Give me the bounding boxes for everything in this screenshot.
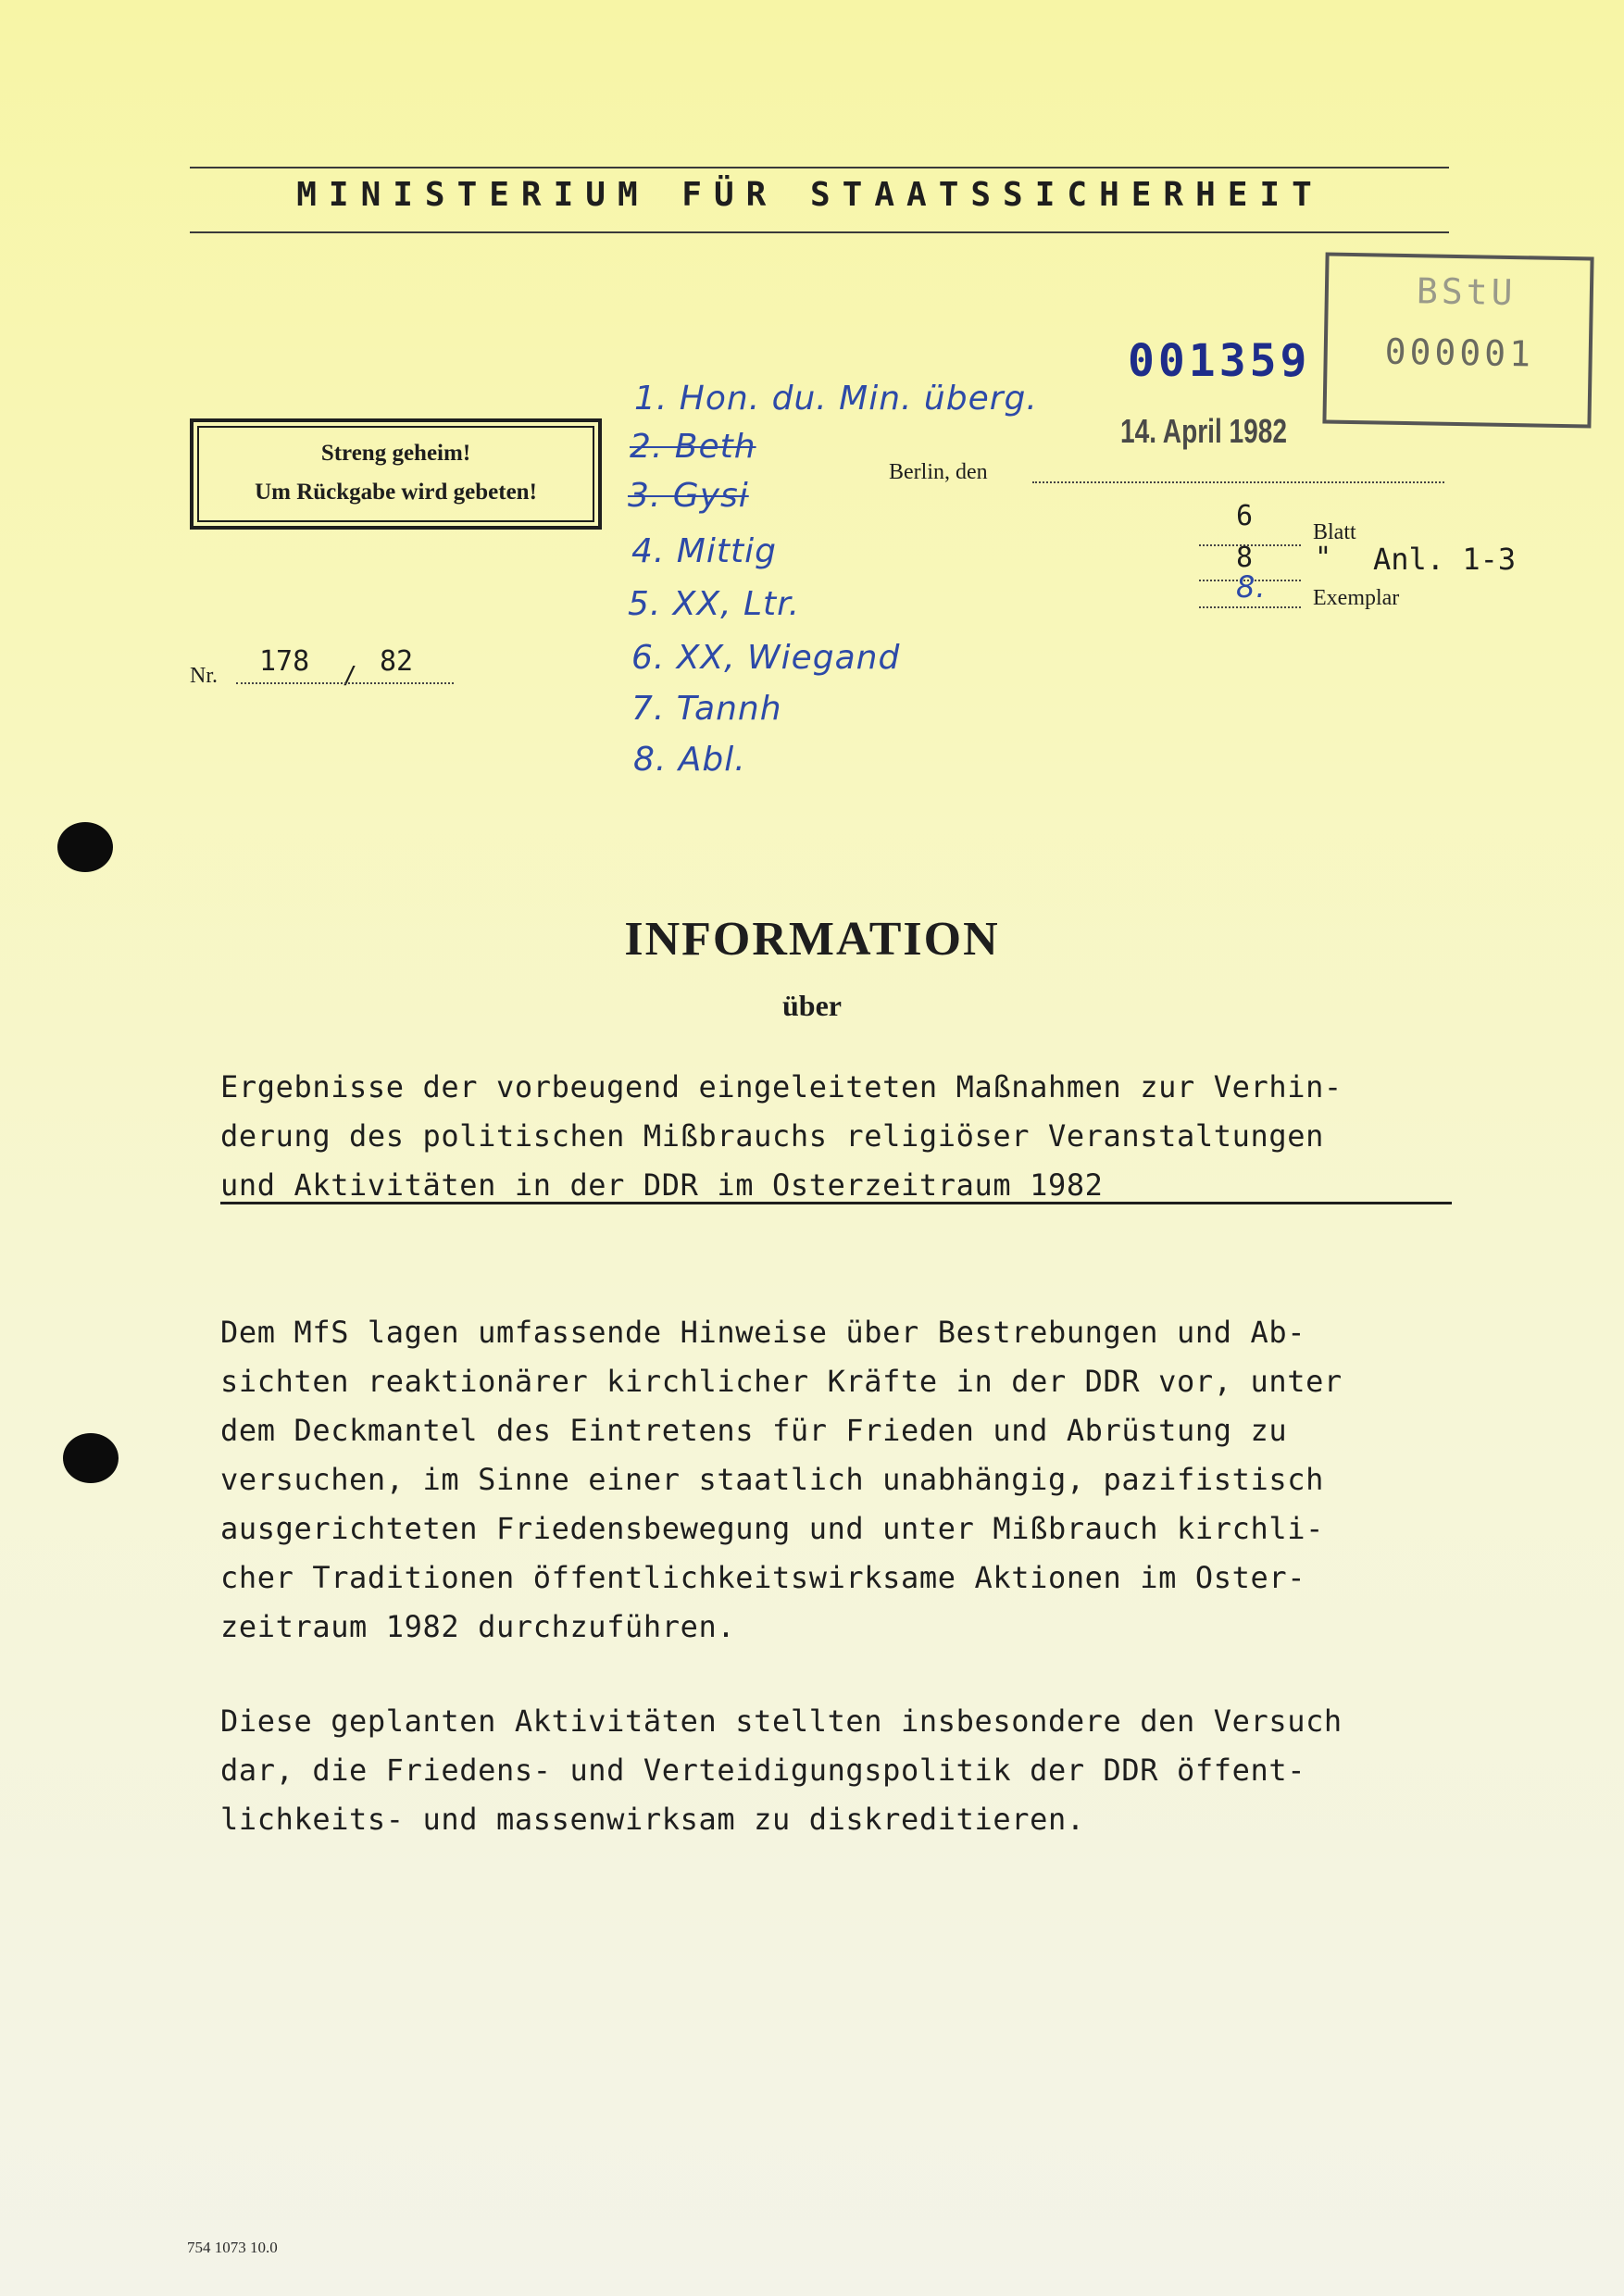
blatt-label: Blatt	[1313, 520, 1356, 544]
document-subtitle: über	[782, 989, 842, 1022]
ministry-header: MINISTERIUM FÜR STAATSSICHERHEIT	[296, 176, 1324, 214]
form-code: 754 1073 10.0	[187, 2239, 278, 2256]
number-year: 82	[380, 645, 414, 678]
exemplar-label: Exemplar	[1313, 586, 1400, 610]
date-stamp: 14. April 1982	[1120, 412, 1288, 450]
classification-box	[190, 418, 602, 530]
subject-line-1: Ergebnisse der vorbeugend eingeleiteten Maßnahmen zur Verhin-	[220, 1069, 1343, 1104]
number-separator: /	[343, 662, 357, 690]
number-label: Nr.	[190, 664, 218, 688]
distribution-item-8: 8. Abl.	[633, 741, 746, 779]
header-rule-top	[190, 167, 1449, 168]
paragraph2-line-2: dar, die Friedens- und Verteidigungspolitik der DDR öffent-	[220, 1753, 1306, 1788]
annex-label: Anl. 1-3	[1373, 542, 1517, 577]
paragraph1-line-4: versuchen, im Sinne einer staatlich unabhängig, pazifistisch	[220, 1462, 1324, 1497]
archive-stamp	[1322, 252, 1593, 428]
place-date-label: Berlin, den	[889, 460, 988, 484]
exemplar-line	[1199, 606, 1301, 608]
subject-line-2: derung des politischen Mißbrauchs religiöser Veranstaltungen	[220, 1118, 1324, 1154]
paragraph2-line-3: lichkeits- und massenwirksam zu diskreditieren.	[220, 1802, 1085, 1837]
paragraph1-line-2: sichten reaktionärer kirchlicher Kräfte in der DDR vor, unter	[220, 1364, 1343, 1399]
classification-line-2: Um Rückgabe wird gebeten!	[255, 480, 537, 505]
number-line	[236, 682, 454, 684]
paragraph1-line-3: dem Deckmantel des Eintretens für Frieden und Abrüstung zu	[220, 1413, 1288, 1448]
distribution-item-4: 4. Mittig	[631, 532, 777, 570]
distribution-item-7: 7. Tannh	[631, 690, 782, 728]
place-date-line	[1032, 481, 1444, 483]
paragraph1-line-6: cher Traditionen öffentlichkeitswirksame Aktionen im Oster-	[220, 1560, 1306, 1595]
subject-underline	[220, 1202, 1452, 1204]
archive-stamp-number: 000001	[1384, 331, 1535, 375]
classification-line-1: Streng geheim!	[320, 441, 471, 466]
archive-stamp-top: BStU	[1416, 270, 1517, 314]
ditto-mark: "	[1315, 542, 1332, 574]
distribution-item-6: 6. XX, Wiegand	[631, 639, 901, 677]
anl-value: 8	[1236, 542, 1254, 574]
document-title: INFORMATION	[624, 913, 1000, 966]
number-value: 178	[259, 645, 310, 678]
distribution-item-1: 1. Hon. du. Min. überg.	[634, 380, 1038, 418]
distribution-item-5: 5. XX, Ltr.	[628, 585, 801, 623]
exemplar-value: 8.	[1236, 569, 1267, 605]
punch-hole-top	[57, 822, 113, 872]
distribution-item-3: 3. Gysi	[628, 477, 749, 515]
register-number-stamp: 001359	[1128, 335, 1311, 387]
paragraph1-line-1: Dem MfS lagen umfassende Hinweise über Bestrebungen und Ab-	[220, 1315, 1306, 1350]
paragraph2-line-1: Diese geplanten Aktivitäten stellten insbesondere den Versuch	[220, 1703, 1343, 1739]
distribution-item-2: 2. Beth	[630, 428, 756, 466]
blatt-value: 6	[1236, 500, 1254, 532]
punch-hole-bottom	[63, 1433, 119, 1483]
subject-line-3: und Aktivitäten in der DDR im Osterzeitraum 1982	[220, 1167, 1104, 1203]
header-rule-bottom	[190, 231, 1449, 233]
paragraph1-line-5: ausgerichteten Friedensbewegung und unter Mißbrauch kirchli-	[220, 1511, 1324, 1546]
paragraph1-line-7: zeitraum 1982 durchzuführen.	[220, 1609, 736, 1644]
